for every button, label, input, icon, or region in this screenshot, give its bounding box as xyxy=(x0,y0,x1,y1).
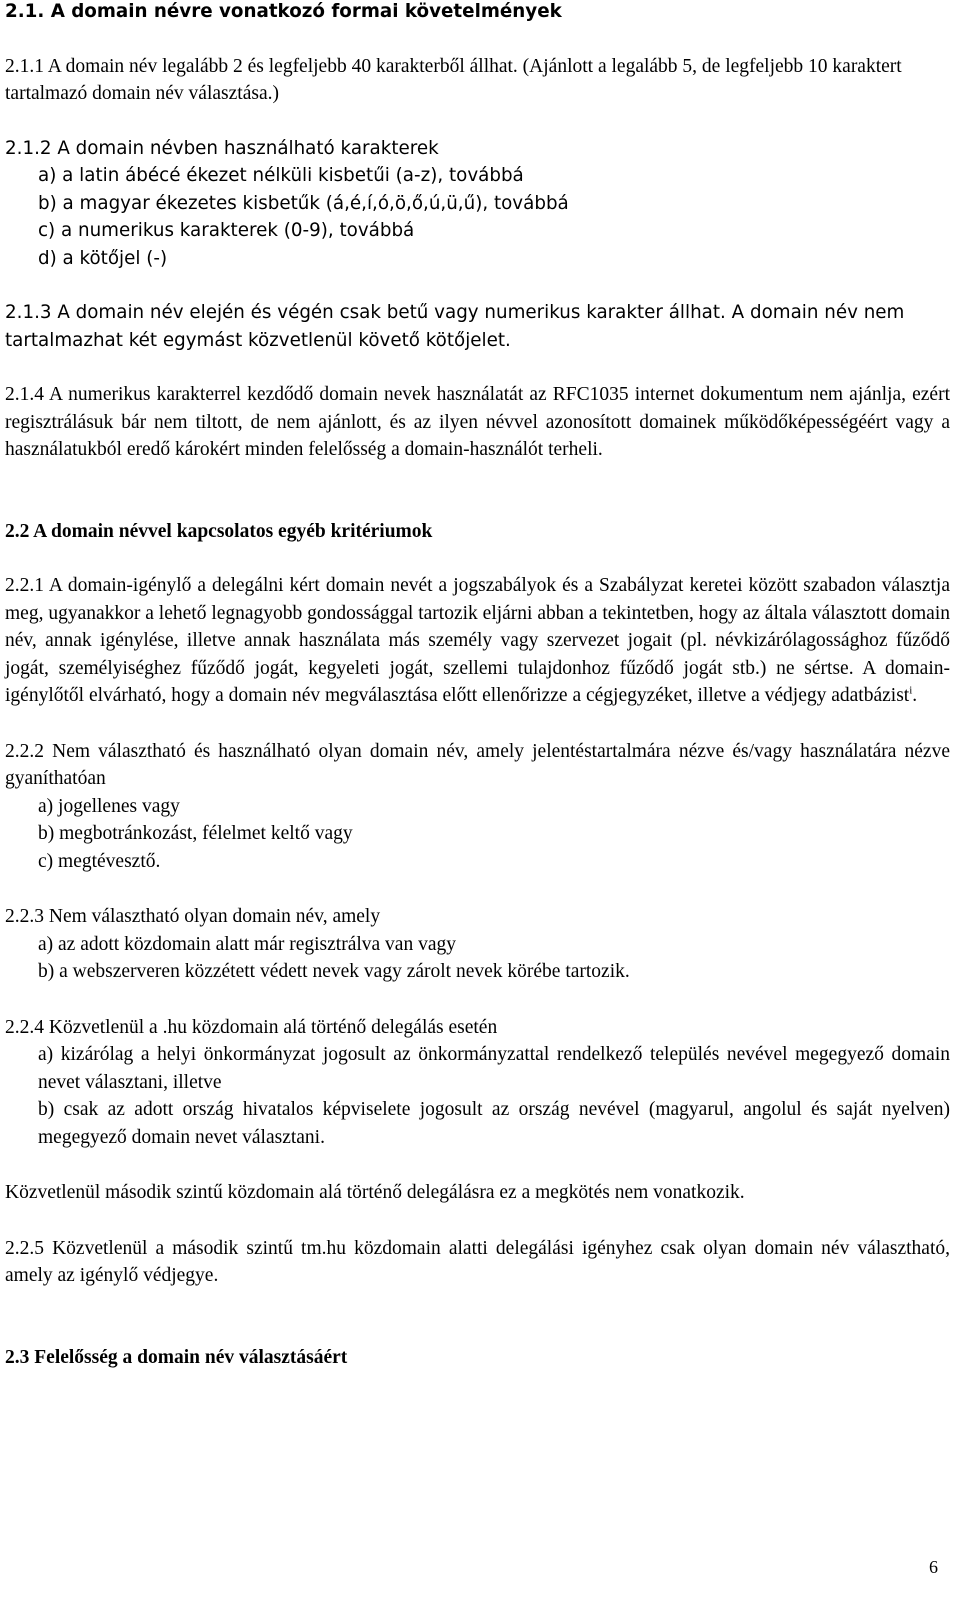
paragraph-2-1-2 xyxy=(5,135,950,273)
endnote-ref[interactable]: i xyxy=(909,684,913,697)
list-item-2-2-4-b: b) csak az adott ország hivatalos képviselete jogosult az ország nevével (magyarul, angolul és saját nyelven) megegyező domain nevet választani. xyxy=(38,1099,950,1148)
paragraph-2-2-1 xyxy=(5,572,950,710)
paragraph-2-1-3: 2.1.3 A domain név elején és végén csak betű vagy numerikus karakter állhat. A domain név nem tartalmazhat két egymást közvetlenül követő kötőjelet. xyxy=(5,302,905,351)
list-item-2-2-2-b: b) megbotránkozást, félelmet keltő vagy xyxy=(38,823,353,844)
paragraph-2-2-4-title: 2.2.4 Közvetlenül a .hu közdomain alá történő delegálás esetén xyxy=(5,1016,498,1038)
list-item-2-2-3-a: a) az adott közdomain alatt már regisztrálva van vagy xyxy=(38,933,456,955)
list-item-2-2-2-c: c) megtévesztő. xyxy=(38,850,161,872)
paragraph-2-2-1-end: . xyxy=(912,685,918,706)
list-item-2-1-2-a: a) a latin ábécé ékezet nélküli kisbetűi (a-z), továbbá xyxy=(38,165,524,186)
list-item-2-2-2-a: a) jogellenes vagy xyxy=(38,795,180,817)
section-heading-2-3: 2.3 Felelősség a domain név választásáért xyxy=(5,1346,348,1368)
list-item-2-1-2-d: d) a kötőjel (-) xyxy=(38,247,168,269)
paragraph-2-2-2-title: 2.2.2 Nem választható és használható olyan domain név, amely jelentéstartalmára nézve és/vagy használatára nézve gyaníthatóan xyxy=(5,740,950,789)
paragraph-2-1-2-title: 2.1.2 A domain névben használható karakterek xyxy=(5,137,439,159)
paragraph-2-1-1: 2.1.1 A domain név legalább 2 és legfeljebb 40 karakterből állhat. (Ajánlott a legalább 5, de legfeljebb 10 karaktert tartalmazó domain név választása.) xyxy=(5,55,902,104)
list-item-2-1-2-b: b) a magyar ékezetes kisbetűk (á,é,í,ó,ö,ő,ú,ü,ű), továbbá xyxy=(38,192,569,214)
paragraph-2-2-1-text: 2.2.1 A domain-igénylő a delegálni kért domain nevét a jogszabályok és a Szabályzat keretei között szabadon választja meg, ugyanakkor a lehető legnagyobb gondossággal tartozik eljárni abban a tekintetben, hogy az általa választott domain név, annak igénylése, illetve annak használata más személy vagy szervezet jogait (pl. névkizárólagossághoz fűződő jogát, személyiséghez fűződő jogát, kegyeleti jogát, szellemi tulajdonhoz fűződő jogát stb.) ne sértse. A domain-igénylőtől elvárható, hogy a domain név megválasztása előtt ellenőrizze a cégjegyzéket, illetve a védjegy adatbázist xyxy=(5,575,950,706)
section-heading-2-1: 2.1. A domain névre vonatkozó formai követelmények xyxy=(5,1,562,22)
list-item-2-2-4-a: a) kizárólag a helyi önkormányzat jogosult az önkormányzattal rendelkező település nevével megegyező domain nevet választani, illetve xyxy=(38,1044,950,1093)
list-item-2-2-3-b: b) a webszerveren közzétett védett nevek vagy zárolt nevek körébe tartozik. xyxy=(38,961,630,982)
paragraph-2-2-5: 2.2.5 Közvetlenül a második szintű tm.hu közdomain alatti delegálási igényhez csak olyan domain név választható, amely az igénylő védjegye. xyxy=(5,1237,950,1286)
paragraph-2-2-3-title: 2.2.3 Nem választható olyan domain név, amely xyxy=(5,906,381,927)
paragraph-2-2-4 xyxy=(5,1014,950,1152)
list-item-2-1-2-c: c) a numerikus karakterek (0-9), továbbá xyxy=(38,220,415,241)
paragraph-2-2-4-note: Közvetlenül második szintű közdomain alá történő delegálásra ez a megkötés nem vonatkozik. xyxy=(5,1182,745,1203)
page-number: 6 xyxy=(929,1557,938,1577)
document-body xyxy=(5,0,950,1371)
paragraph-2-2-2 xyxy=(5,738,950,876)
paragraph-2-2-3 xyxy=(5,903,950,986)
paragraph-2-1-4: 2.1.4 A numerikus karakterrel kezdődő domain nevek használatát az RFC1035 internet dokumentum nem ajánlja, ezért regisztrálásuk bár nem tiltott, de nem ajánlott, és az ilyen névvel azonosított domainek működőképességéért vagy a használatukból eredő károkért minden felelősség a domain-használót terheli. xyxy=(5,384,950,460)
section-heading-2-2: 2.2 A domain névvel kapcsolatos egyéb kritériumok xyxy=(5,520,433,542)
